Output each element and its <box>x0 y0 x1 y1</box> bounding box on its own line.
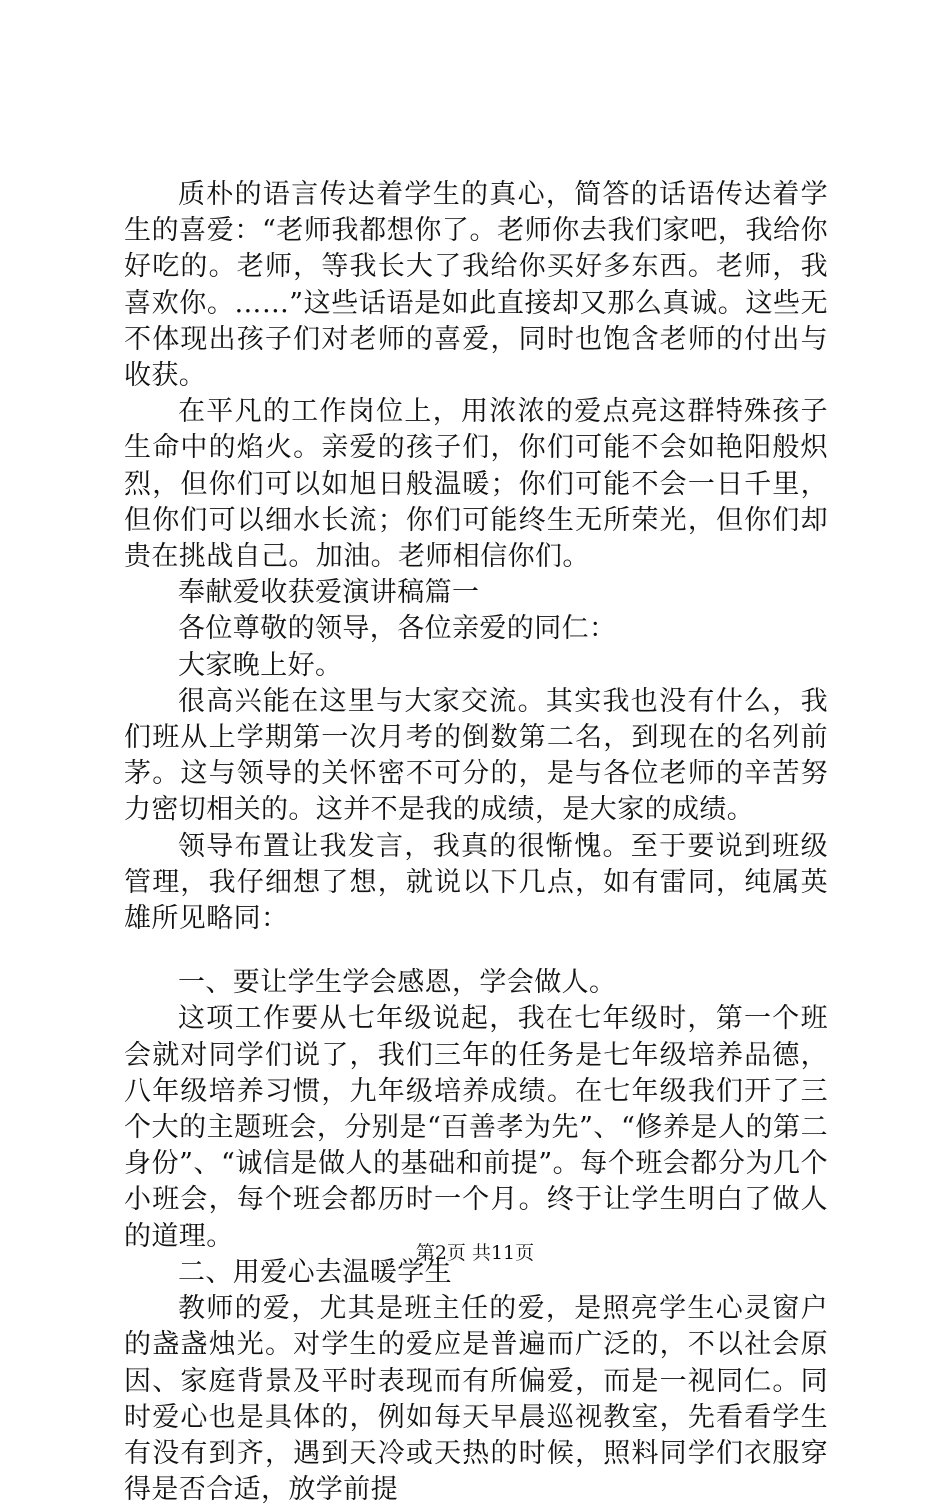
paragraph-management-intro: 领导布置让我发言，我真的很惭愧。至于要说到班级管理，我仔细想了想，就说以下几点，如有雷同，纯属英雄所见略同： <box>124 830 828 935</box>
paragraph-grade-seven: 这项工作要从七年级说起，我在七年级时，第一个班会就对同学们说了，我们三年的任务是七年级培养品德，八年级培养习惯，九年级培养成绩。在七年级我们开了三个大的主题班会，分别是“百善孝为先”、“修养是人的第二身份”、“诚信是做人的基础和前提”。每个班会都分为几个小班会，每个班会都历时一个月。终于让学生明白了做人的道理。 <box>124 1003 828 1252</box>
paragraph-introduction: 很高兴能在这里与大家交流。其实我也没有什么，我们班从上学期第一次月考的倒数第二名，到现在的名列前茅。这与领导的关怀密不可分的，是与各位老师的辛苦努力密切相关的。这并不是我的成绩，是大家的成绩。 <box>124 685 828 826</box>
page-number-footer: 第2页 共11页 <box>415 1242 535 1264</box>
speech-title: 奉献爱收获爱演讲稿篇一 <box>178 577 480 609</box>
greeting: 大家晚上好。 <box>178 649 343 681</box>
salutation: 各位尊敬的领导，各位亲爱的同仁： <box>178 613 617 645</box>
paragraph-teacher-love: 教师的爱，尤其是班主任的爱，是照亮学生心灵窗户的盏盏烛光。对学生的爱应是普遍而广泛的，不以社会原因、家庭背景及平时表现而有所偏爱，而是一视同仁。同时爱心也是具体的，例如每天早晨巡视教室，先看看学生有没有到齐，遇到天冷或天热的时候，照料同学们衣服穿得是否合适，放学前提 <box>124 1293 828 1506</box>
section-heading-gratitude: 一、要让学生学会感恩，学会做人。 <box>178 967 617 999</box>
paragraph-encouragement: 在平凡的工作岗位上，用浓浓的爱点亮这群特殊孩子生命中的焰火。亲爱的孩子们，你们可能不会如艳阳般炽烈，但你们可以如旭日般温暖；你们可能不会一日千里，但你们可以细水长流；你们可能终生无所荣光，但你们却贵在挑战自己。加油。老师相信你们。 <box>124 396 828 573</box>
section-heading-love: 二、用爱心去温暖学生 <box>178 1256 452 1288</box>
document-body <box>124 177 828 1508</box>
paragraph-student-words: 质朴的语言传达着学生的真心，简答的话语传达着学生的喜爱：“老师我都想你了。老师你去我们家吧，我给你好吃的。老师，等我长大了我给你买好多东西。老师，我喜欢你。……”这些话语是如此直接却又那么真诚。这些无不体现出孩子们对老师的喜爱，同时也饱含老师的付出与收获。 <box>124 179 828 392</box>
